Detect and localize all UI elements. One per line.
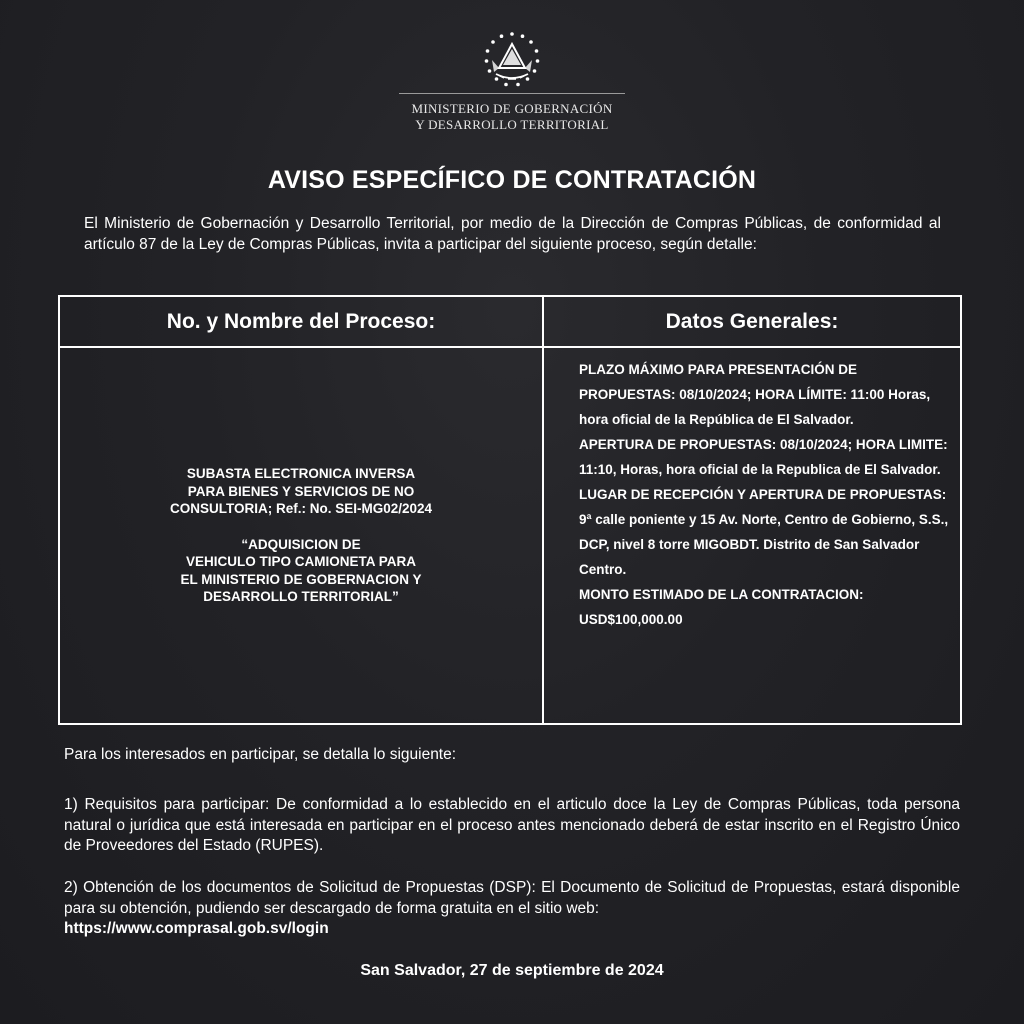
process-table	[58, 295, 962, 725]
header-process-name: No. y Nombre del Proceso:	[166, 309, 436, 333]
process-description-line: VEHICULO TIPO CAMIONETA PARA	[185, 554, 416, 570]
documents-paragraph	[64, 878, 960, 940]
place-and-date: San Salvador, 27 de septiembre de 2024	[360, 962, 664, 979]
header-divider	[399, 93, 625, 94]
header-general-data: Datos Generales:	[665, 309, 839, 333]
notice-title: AVISO ESPECÍFICO DE CONTRATACIÓN	[267, 166, 757, 194]
ministry-name	[370, 101, 654, 133]
table-column-divider	[542, 297, 544, 723]
documents-text: 2) Obtención de los documentos de Solicitud de Propuestas (DSP): El Documento de Solicitud de Propuestas, estará disponible para su obtención, pudiendo ser descargado de forma gratuita en el sitio web:	[64, 879, 960, 917]
process-line: PARA BIENES Y SERVICIOS DE NO	[187, 483, 415, 499]
estimated-amount: MONTO ESTIMADO DE LA CONTRATACION: USD$100,000.00	[579, 587, 864, 627]
process-name-cell	[60, 348, 542, 723]
deadline-info: PLAZO MÁXIMO PARA PRESENTACIÓN DE PROPUESTAS: 08/10/2024; HORA LÍMITE: 11:00 Horas, hora oficial de la República de El Salvador.	[579, 362, 931, 427]
ministry-line-1: MINISTERIO DE GOBERNACIÓN	[411, 101, 613, 116]
intro-paragraph: El Ministerio de Gobernación y Desarrollo Territorial, por medio de la Dirección de Compras Públicas, de conformidad al artículo 87 de la Ley de Compras Públicas, invita a participar del siguiente proceso, según detalle:	[84, 215, 941, 253]
general-data-cell	[579, 357, 949, 632]
coat-of-arms-icon	[482, 30, 542, 90]
process-reference	[131, 465, 471, 518]
process-description-line: “ADQUISICION DE	[241, 536, 361, 552]
opening-info: APERTURA DE PROPUESTAS: 08/10/2024; HORA LIMITE: 11:10, Horas, hora oficial de la Republica de El Salvador.	[579, 437, 948, 477]
ministry-line-2: Y DESARROLLO TERRITORIAL	[415, 117, 609, 132]
comprasal-link[interactable]: https://www.comprasal.gob.sv/login	[64, 920, 329, 937]
process-description-line: EL MINISTERIO DE GOBERNACION Y	[180, 571, 422, 587]
process-line: CONSULTORIA; Ref.: No. SEI-MG02/2024	[169, 501, 433, 517]
process-line: SUBASTA ELECTRONICA INVERSA	[186, 466, 416, 482]
process-description	[131, 536, 471, 606]
location-info: LUGAR DE RECEPCIÓN Y APERTURA DE PROPUESTAS: 9ª calle poniente y 15 Av. Norte, Centro de Gobierno, S.S., DCP, nivel 8 torre MIGOBDT. Distrito de San Salvador Centro.	[579, 487, 949, 577]
process-description-line: DESARROLLO TERRITORIAL”	[203, 589, 399, 605]
details-intro: Para los interesados en participar, se detalla lo siguiente:	[64, 746, 457, 763]
requirements-paragraph: 1) Requisitos para participar: De conformidad a lo establecido en el articulo doce la Ley de Compras Públicas, toda persona natural o jurídica que está interesada en participar en el proceso antes mencionado deberá de estar inscrito en el Registro Único de Proveedores del Estado (RUPES).	[64, 796, 960, 854]
